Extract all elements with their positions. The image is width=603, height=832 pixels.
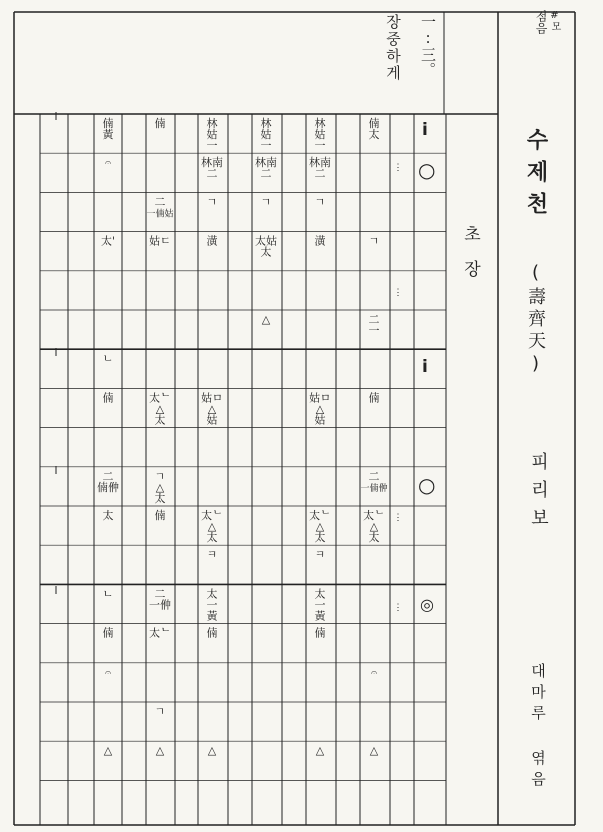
note-c6-1-0: ㄱ bbox=[368, 234, 380, 248]
note-c3-8-0: 㑲 bbox=[206, 626, 218, 640]
section-label: 초장 bbox=[460, 225, 480, 295]
note-c3-5-1: △ bbox=[207, 520, 217, 533]
note-c3-7-2: 黃 bbox=[206, 609, 218, 623]
note-c1-9-0: 𝄐 bbox=[104, 665, 112, 679]
note-c5-5-2: 太 bbox=[314, 531, 326, 544]
note-c6-6-0: 𝄐 bbox=[370, 665, 378, 679]
beat-symbol-1: i bbox=[422, 120, 428, 140]
note-c6-2-0: 二 bbox=[368, 313, 380, 326]
note-c1-0-0: 㑲 bbox=[102, 117, 114, 130]
note-c3-1-0: 林南 bbox=[201, 156, 223, 170]
note-c5-9-0: △ bbox=[315, 744, 325, 758]
notation-cells bbox=[97, 116, 403, 757]
note-c5-4-2: 姑 bbox=[314, 413, 326, 427]
note-c3-6-0: ㅋ bbox=[206, 548, 218, 562]
ornament-dots-2: ⋮ bbox=[393, 513, 403, 523]
beat-symbol-3: i bbox=[422, 357, 428, 377]
note-c3-5-2: 太 bbox=[206, 531, 218, 544]
note-c2-3-2: 太 bbox=[154, 413, 166, 427]
note-c5-3-0: 潢 bbox=[314, 234, 326, 248]
note-c5-0-1: 姑 bbox=[314, 128, 326, 141]
note-c1-1-0: 𝄐 bbox=[104, 156, 112, 170]
note-c5-6-0: ㅋ bbox=[314, 548, 326, 562]
note-c2-7-0: 太ᄂ bbox=[149, 626, 171, 640]
note-c1-7-0: ㄴ bbox=[102, 587, 114, 601]
tempo-mark: 장중하게 bbox=[384, 14, 402, 82]
note-c5-2-0: ㄱ bbox=[314, 195, 326, 209]
note-c5-7-0: 太 bbox=[314, 587, 326, 601]
note-c3-4-0: 姑ㅁ bbox=[201, 391, 223, 405]
note-c3-2-0: ㄱ bbox=[206, 195, 218, 209]
note-c6-0-0: 㑲 bbox=[368, 117, 380, 130]
note-c1-8-0: 㑲 bbox=[102, 626, 114, 640]
note-c5-4-1: △ bbox=[315, 402, 325, 416]
note-c2-4-1: △ bbox=[155, 480, 165, 494]
note-c6-4-0: 二 bbox=[368, 469, 380, 483]
note-c5-7-2: 黃 bbox=[314, 609, 326, 623]
note-c6-5-2: 太 bbox=[368, 531, 380, 544]
note-c5-5-0: 太ᄂ bbox=[309, 509, 331, 522]
corner-note: 점음 bbox=[534, 10, 548, 34]
note-c3-1-1: 二 bbox=[206, 167, 218, 181]
tempo-number: 一:三。 bbox=[419, 14, 437, 77]
note-c2-0-0: 㑲 bbox=[154, 117, 166, 130]
note-c5-4-0: 姑ㅁ bbox=[309, 391, 331, 405]
note-c1-3-0: ㄴ bbox=[102, 352, 114, 366]
note-c3-9-0: △ bbox=[207, 744, 217, 758]
beat-symbol-4: ○ bbox=[418, 473, 436, 497]
note-c5-0-0: 林 bbox=[314, 117, 326, 130]
note-c1-0-1: 黃 bbox=[102, 128, 114, 141]
note-c2-9-0: △ bbox=[155, 744, 165, 758]
note-c3-7-0: 太 bbox=[206, 587, 218, 601]
note-c2-4-2: 太 bbox=[154, 491, 166, 505]
note-c2-3-0: 太ᄂ bbox=[149, 391, 171, 405]
note-c2-8-0: ㄱ bbox=[154, 705, 166, 718]
corner-note-sub: #모 bbox=[549, 10, 560, 31]
note-c3-3-0: 潢 bbox=[206, 234, 218, 248]
note-c5-0-2: 一 bbox=[314, 139, 326, 152]
beat-symbol-2: ○ bbox=[418, 158, 436, 182]
note-c3-0-1: 姑 bbox=[206, 128, 218, 141]
note-c6-5-0: 太ᄂ bbox=[363, 509, 385, 522]
note-c2-4-0: ㄱ bbox=[154, 469, 166, 483]
note-c2-5-0: 㑲 bbox=[154, 509, 166, 522]
note-c5-8-0: 㑲 bbox=[314, 626, 326, 640]
note-c4-3-1: 太 bbox=[260, 245, 272, 259]
beat-symbol-5: ◎ bbox=[420, 595, 434, 614]
staff-grid bbox=[14, 12, 575, 825]
note-c4-0-0: 林 bbox=[260, 117, 272, 130]
note-c4-4-0: △ bbox=[261, 313, 271, 326]
note-c6-2-1: 一 bbox=[368, 324, 380, 337]
note-c5-1-1: 二 bbox=[314, 167, 326, 181]
ornament-dots-1: ⋮ bbox=[393, 288, 403, 298]
note-c3-0-2: 一 bbox=[206, 139, 218, 152]
note-c6-7-0: △ bbox=[369, 744, 379, 758]
author: 대마루 엮음 bbox=[529, 663, 547, 792]
note-c1-10-0: △ bbox=[103, 744, 113, 758]
note-c1-4-0: 㑲 bbox=[102, 391, 114, 405]
note-c3-0-0: 林 bbox=[206, 117, 218, 130]
page-title: 수제천 bbox=[523, 128, 548, 224]
note-c3-5-0: 太ᄂ bbox=[201, 509, 223, 522]
note-c4-3-0: 太姑 bbox=[255, 234, 277, 248]
note-c2-2-0: 姑ㄷ bbox=[149, 234, 171, 248]
note-c4-1-0: 林南 bbox=[255, 156, 277, 170]
note-c5-1-0: 林南 bbox=[309, 156, 331, 170]
note-c3-4-2: 姑 bbox=[206, 413, 218, 427]
note-c4-2-0: ㄱ bbox=[260, 195, 272, 209]
note-c2-3-1: △ bbox=[155, 402, 165, 416]
note-c4-0-2: 一 bbox=[260, 139, 272, 152]
note-c3-7-1: 一 bbox=[206, 598, 218, 612]
ornament-dots-0: ⋮ bbox=[393, 163, 403, 173]
note-c6-3-0: 㑲 bbox=[368, 391, 380, 405]
note-c5-5-1: △ bbox=[315, 520, 325, 533]
note-c1-5-0: 二 bbox=[102, 469, 114, 483]
note-c6-0-1: 太 bbox=[368, 128, 380, 141]
note-c4-1-1: 二 bbox=[260, 167, 272, 181]
note-c2-6-0: 二 bbox=[154, 587, 166, 601]
note-c5-7-1: 一 bbox=[314, 598, 326, 612]
note-c1-2-0: 太' bbox=[100, 234, 116, 248]
note-c3-4-1: △ bbox=[207, 402, 217, 416]
note-c2-6-1: 一㑖 bbox=[149, 598, 171, 612]
note-c6-4-1: 一㑲㑖 bbox=[360, 483, 388, 494]
subtitle: 피리보 bbox=[528, 452, 549, 536]
note-c1-5-1: 㑲㑖 bbox=[97, 480, 119, 494]
note-c6-5-1: △ bbox=[369, 520, 379, 533]
ornament-dots-3: ⋮ bbox=[393, 603, 403, 613]
page-title-hanja: (壽齊天) bbox=[525, 262, 546, 378]
note-c2-1-0: 二 bbox=[154, 195, 166, 209]
note-c4-0-1: 姑 bbox=[260, 128, 272, 141]
note-c2-1-1: 一㑲姑 bbox=[146, 209, 174, 220]
note-c1-6-0: 太 bbox=[102, 509, 114, 522]
